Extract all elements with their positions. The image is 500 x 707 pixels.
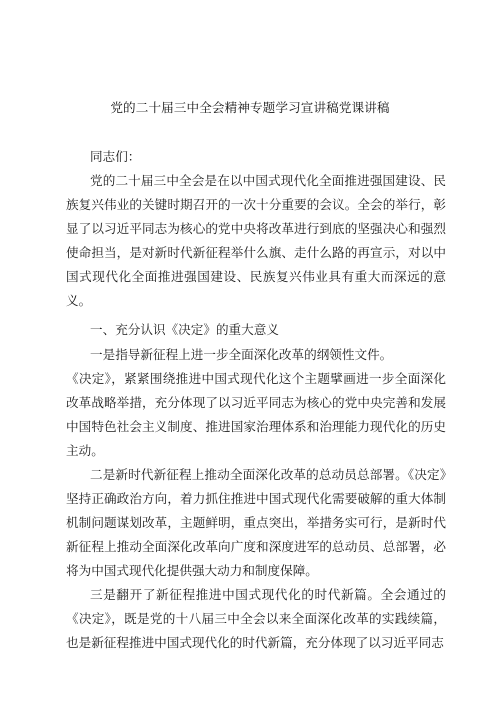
section-heading-1: 一、充分认识《决定》的重大意义: [90, 322, 279, 337]
greeting: 同志们：: [90, 149, 141, 164]
point-2-paragraph: 二是新时代新征程上推动全面深化改革的总动员总部署。《决定》坚持正确政治方向，着力抓住推进中国式现代化需要破解的重大体制机制问题谋划改革，主题鲜明，重点突出，举措务实可行，是新时代新征程上推动全面深化改革向广度和深度进军的总动员、总部署，必将为中国式现代化提供强大动力和制度保障。: [66, 467, 446, 578]
intro-paragraph: 党的二十届三中全会是在以中国式现代化全面推进强国建设、民族复兴伟业的关键时期召开的一次十分重要的会议。全会的举行，彰显了以习近平同志为核心的党中央将改革进行到底的坚强决心和强烈使命担当，是对新时代新征程举什么旗、走什么路的再宣示，对以中国式现代化全面推进强国建设、民族复兴伟业具有重大而深远的意义。: [66, 173, 446, 308]
point-1-body: 《决定》，紧紧围绕推进中国式现代化这个主题擘画进一步全面深化改革战略举措，充分体现了以习近平同志为核心的党中央完善和发展中国特色社会主义制度、推进国家治理体系和治理能力现代化的历史主动。: [66, 371, 446, 458]
point-1-lead: 一是指导新征程上进一步全面深化改革的纲领性文件。: [90, 347, 393, 362]
point-3-paragraph: 三是翻开了新征程推进中国式现代化的时代新篇。全会通过的《决定》，既是党的十八届三中全会以来全面深化改革的实践续篇，也是新征程推进中国式现代化的时代新篇，充分体现了以习近平同志: [66, 587, 446, 650]
document-body: [66, 145, 446, 655]
document-title: 党的二十届三中全会精神专题学习宣讲稿党课讲稿: [110, 100, 390, 115]
